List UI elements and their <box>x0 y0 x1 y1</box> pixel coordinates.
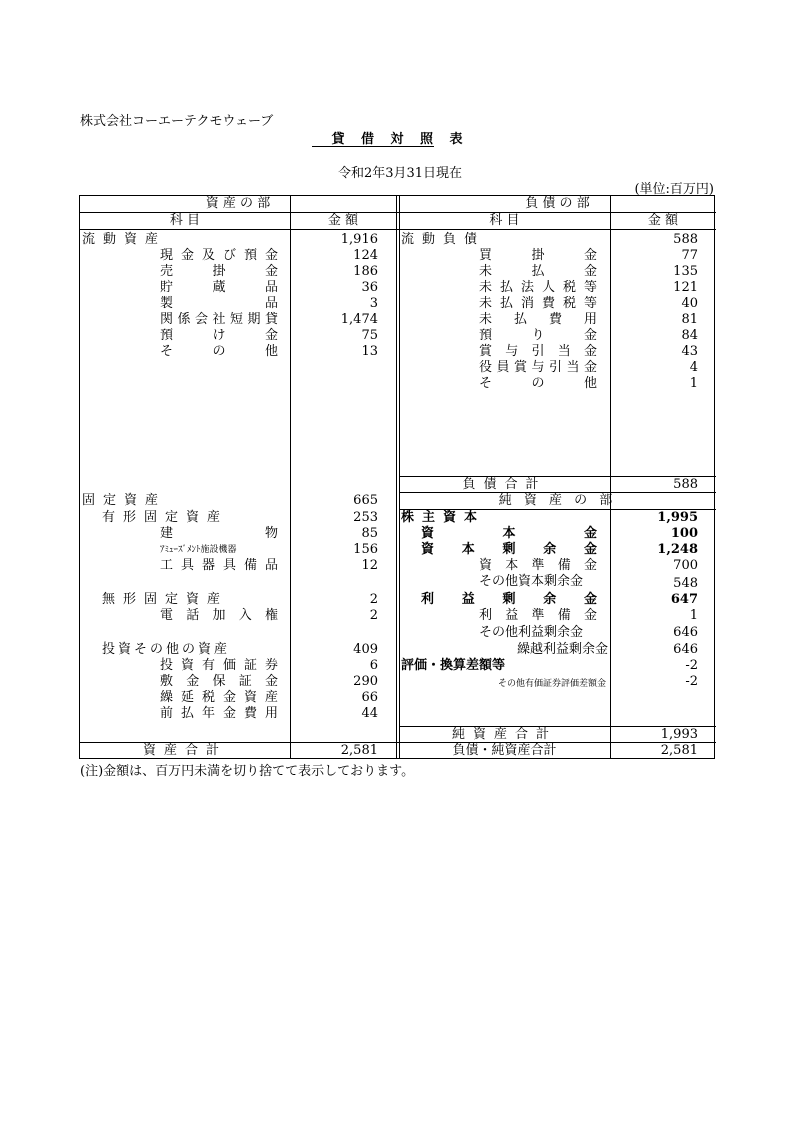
legal-reserve-label: 利益準備金 <box>479 608 597 623</box>
asset-item-amount: 2 <box>369 608 378 623</box>
asset-item-amount: 12 <box>361 558 378 573</box>
asset-item-amount: 124 <box>353 248 378 263</box>
asset-item-label: 預け金 <box>160 328 278 343</box>
other-retained-label: その他利益剰余金 <box>479 625 584 640</box>
liabilities-total-label: 負債合計 <box>462 477 547 492</box>
net-assets-total-amount: 1,993 <box>660 727 698 742</box>
company-name: 株式会社コーエーテクモウェーブ <box>80 114 274 129</box>
asset-item-amount: 44 <box>361 706 378 721</box>
tangible-assets-label: 有形固定資産 <box>102 510 229 525</box>
asset-item-amount: 66 <box>361 690 378 705</box>
asset-item-label: 製品 <box>160 296 278 311</box>
liability-item-amount: 121 <box>673 280 698 295</box>
unit-label: (単位:百万円) <box>634 182 714 197</box>
balance-sheet-table <box>79 195 715 759</box>
title-underline <box>312 146 434 147</box>
liability-item-label: その他 <box>479 376 597 391</box>
securities-valuation-label: その他有価証券評価差額金 <box>497 679 606 689</box>
fixed-assets-label: 固定資産 <box>82 493 167 508</box>
tangible-assets-amount: 253 <box>353 510 378 525</box>
other-capital-surplus-amount: 548 <box>673 576 698 591</box>
asset-item-label: 売掛金 <box>160 264 278 279</box>
asset-item-label: 貯蔵品 <box>160 280 278 295</box>
shareholders-equity-label: 株主資本 <box>401 510 486 525</box>
document-title: 貸 借 対 照 表 <box>331 132 469 147</box>
liability-item-label: 未払消費税等 <box>479 296 597 311</box>
fixed-assets-amount: 665 <box>353 493 378 508</box>
asset-item-label: 関係会社短期貸 <box>160 312 278 327</box>
asset-item-label: 繰延税金資産 <box>160 690 278 705</box>
capital-reserve-amount: 700 <box>673 558 698 573</box>
grand-total-label: 負債・純資産合計 <box>452 743 557 758</box>
carried-forward-label: 繰越利益剰余金 <box>516 642 608 657</box>
investments-label: 投資その他の資産 <box>102 642 231 657</box>
other-capital-surplus-label: その他資本剰余金 <box>479 574 584 589</box>
liability-item-label: 未払費用 <box>479 312 597 327</box>
liability-item-amount: 43 <box>681 344 698 359</box>
divider-assets-amount <box>290 196 291 758</box>
liab-account-header: 科 目 <box>489 213 520 228</box>
capital-surplus-amount: 1,248 <box>657 542 698 557</box>
current-liabilities-label: 流動負債 <box>401 232 486 247</box>
legal-reserve-amount: 1 <box>689 608 698 623</box>
net-assets-total-label: 純資産合計 <box>451 727 557 742</box>
divider-liab-amount <box>610 196 611 758</box>
assets-amount-header: 金 額 <box>327 213 359 228</box>
asset-item-amount: 186 <box>353 264 378 279</box>
asset-item-label: 前払年金費用 <box>160 706 278 721</box>
capital-reserve-label: 資本準備金 <box>479 558 597 573</box>
column-header-line <box>80 229 716 230</box>
asset-item-label: 建物 <box>160 526 278 541</box>
assets-section-header: 資 産 の 部 <box>205 196 271 211</box>
asset-item-label: 現金及び預金 <box>160 248 278 263</box>
liability-item-label: 未払金 <box>479 264 597 279</box>
assets-account-header: 科 目 <box>169 213 201 228</box>
liability-item-amount: 4 <box>689 360 698 375</box>
liab-amount-header: 金 額 <box>647 213 679 228</box>
capital-surplus-label: 資本剰余金 <box>421 542 597 557</box>
liability-item-label: 未払法人税等 <box>479 280 597 295</box>
current-liabilities-amount: 588 <box>673 232 698 247</box>
liabilities-section-header: 負 債 の 部 <box>525 196 590 211</box>
asset-item-label: ｱﾐｭｰｽﾞﾒﾝﾄ施設機器 <box>160 545 237 555</box>
shareholders-equity-amount: 1,995 <box>657 510 698 525</box>
securities-valuation-amount: -2 <box>685 674 698 689</box>
divider-center-left <box>396 196 397 758</box>
current-assets-label: 流動資産 <box>82 232 167 247</box>
liabilities-total-amount: 588 <box>673 477 698 492</box>
liability-item-amount: 81 <box>681 312 698 327</box>
asset-item-amount: 75 <box>361 328 378 343</box>
capital-amount: 100 <box>670 526 698 541</box>
asset-item-amount: 290 <box>353 674 378 689</box>
asset-item-amount: 1,474 <box>340 312 378 327</box>
as-of-date: 令和2年3月31日現在 <box>337 166 463 181</box>
asset-item-amount: 3 <box>369 296 378 311</box>
asset-item-label: 敷金保証金 <box>160 674 278 689</box>
asset-item-label: 工具器具備品 <box>160 558 278 573</box>
current-assets-amount: 1,916 <box>340 232 378 247</box>
retained-earnings-amount: 647 <box>670 592 698 607</box>
assets-total-label: 資産合計 <box>142 743 227 758</box>
intangible-assets-label: 無形固定資産 <box>102 592 229 607</box>
asset-item-amount: 36 <box>361 280 378 295</box>
liability-item-amount: 1 <box>689 376 698 391</box>
assets-total-amount: 2,581 <box>340 743 378 758</box>
asset-item-label: 電話加入権 <box>160 608 278 623</box>
asset-item-amount: 13 <box>361 344 378 359</box>
liability-item-amount: 77 <box>681 248 698 263</box>
asset-item-label: その他 <box>160 344 278 359</box>
liability-item-label: 預り金 <box>479 328 597 343</box>
intangible-assets-amount: 2 <box>369 592 378 607</box>
net-assets-section-header: 純 資 産 の 部 <box>498 493 617 508</box>
valuation-label: 評価・換算差額等 <box>401 658 506 673</box>
asset-item-label: 投資有価証券 <box>160 658 278 673</box>
carried-forward-amount: 646 <box>673 642 698 657</box>
grand-total-amount: 2,581 <box>660 743 698 758</box>
investments-amount: 409 <box>353 642 378 657</box>
liability-item-label: 買掛金 <box>479 248 597 263</box>
asset-item-amount: 85 <box>361 526 378 541</box>
asset-item-amount: 6 <box>369 658 378 673</box>
liability-item-label: 賞与引当金 <box>479 344 597 359</box>
other-retained-amount: 646 <box>673 625 698 640</box>
retained-earnings-label: 利益剰余金 <box>421 592 597 607</box>
asset-item-amount: 156 <box>353 542 378 557</box>
liability-item-amount: 84 <box>681 328 698 343</box>
liability-item-amount: 40 <box>681 296 698 311</box>
valuation-amount: -2 <box>685 658 698 673</box>
liability-item-label: 役員賞与引当金 <box>479 360 597 375</box>
capital-label: 資本金 <box>421 526 597 541</box>
footnote: (注)金額は、百万円未満を切り捨てて表示しております。 <box>80 764 415 779</box>
liability-item-amount: 135 <box>673 264 698 279</box>
